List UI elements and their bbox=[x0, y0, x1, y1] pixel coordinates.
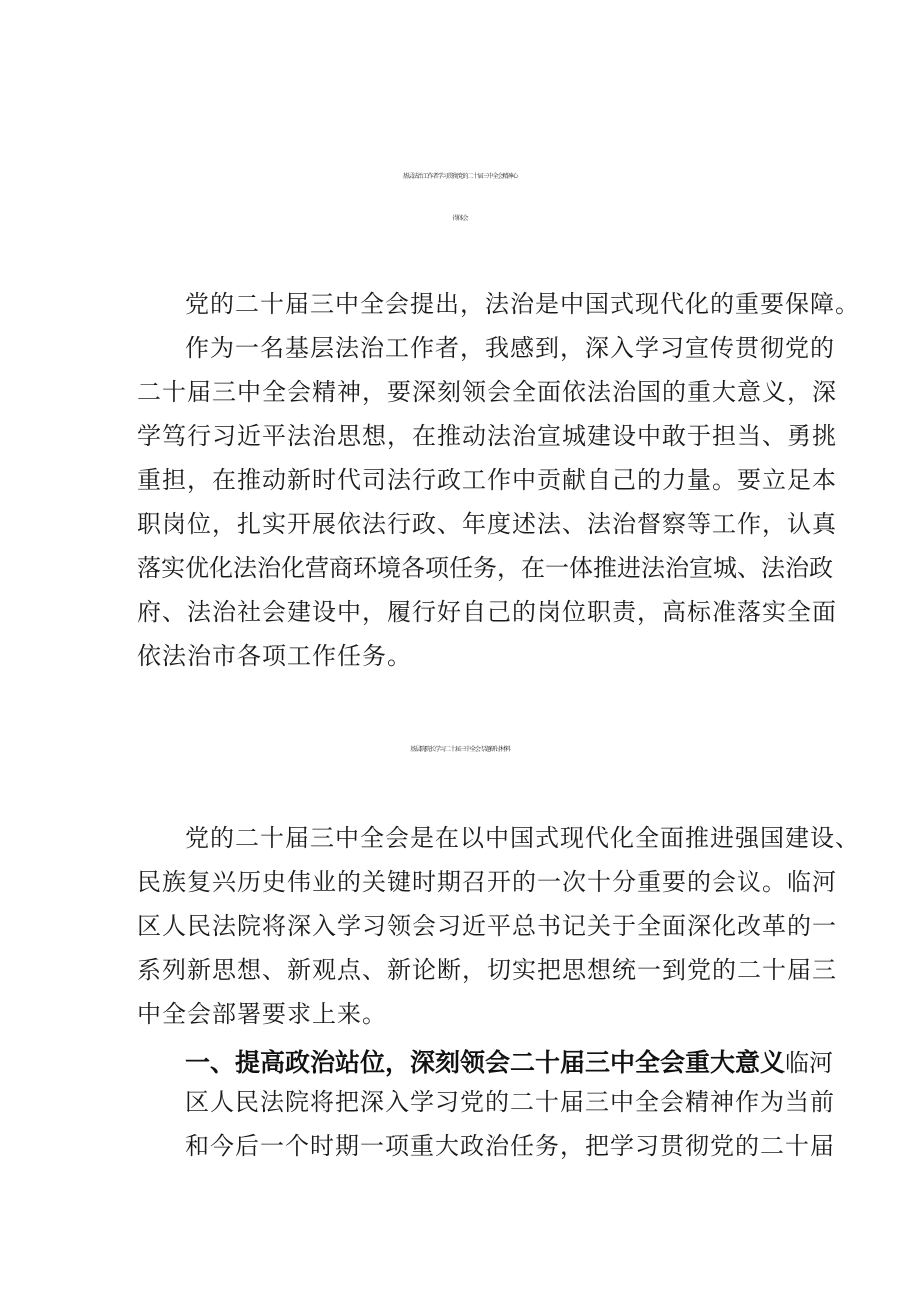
article1-line: 职岗位，扎实开展依法行政、年度述法、法治督察等工作，认真 bbox=[137, 510, 837, 538]
article2-line: 党的二十届三中全会是在以中国式现代化全面推进强国建设、 bbox=[185, 824, 860, 852]
section-heading-tail: 临河 bbox=[785, 1049, 834, 1077]
article1-title-line2: 得体会 bbox=[452, 215, 468, 222]
article1-line: 二十届三中全会精神，要深刻领会全面依法治国的重大意义，深 bbox=[137, 378, 837, 406]
article1-line: 学笃行习近平法治思想，在推动法治宣城建设中敢于担当、勇挑 bbox=[137, 422, 837, 450]
article2-line: 区人民法院将深入学习领会习近平总书记关于全面深化改革的一 bbox=[137, 912, 837, 940]
article2-title: 基层院院长学习二十届三中全会专题研讨材料 bbox=[409, 746, 510, 753]
section-line: 和今后一个时期一项重大政治任务，把学习贯彻党的二十届 bbox=[185, 1132, 835, 1160]
article1-line: 府、法治社会建设中，履行好自己的岗位职责，高标准落实全面 bbox=[137, 598, 837, 626]
article1-title-line1: 基层法治工作者学习贯彻党的二十届三中全会精神心 bbox=[402, 173, 518, 180]
section-heading: 一、提高政治站位，深刻领会二十届三中全会重大意义 bbox=[185, 1048, 786, 1077]
article1-line: 落实优化法治化营商环境各项任务，在一体推进法治宣城、法治政 bbox=[137, 554, 833, 582]
article1-line: 重担，在推动新时代司法行政工作中贡献自己的力量。要立足本 bbox=[137, 466, 837, 494]
article2-line: 中全会部署要求上来。 bbox=[137, 1000, 387, 1028]
article2-line: 系列新思想、新观点、新论断，切实把思想统一到党的二十届三 bbox=[137, 956, 837, 984]
article1-line: 依法治市各项工作任务。 bbox=[137, 642, 412, 670]
article1-line: 党的二十届三中全会提出，法治是中国式现代化的重要保障。 bbox=[185, 290, 860, 318]
section-line: 区人民法院将把深入学习党的二十届三中全会精神作为当前 bbox=[185, 1088, 835, 1116]
article1-line: 作为一名基层法治工作者，我感到，深入学习宣传贯彻党的 bbox=[185, 334, 835, 362]
article2-line: 民族复兴历史伟业的关键时期召开的一次十分重要的会议。临河 bbox=[137, 868, 837, 896]
section-heading-line bbox=[185, 1043, 833, 1079]
